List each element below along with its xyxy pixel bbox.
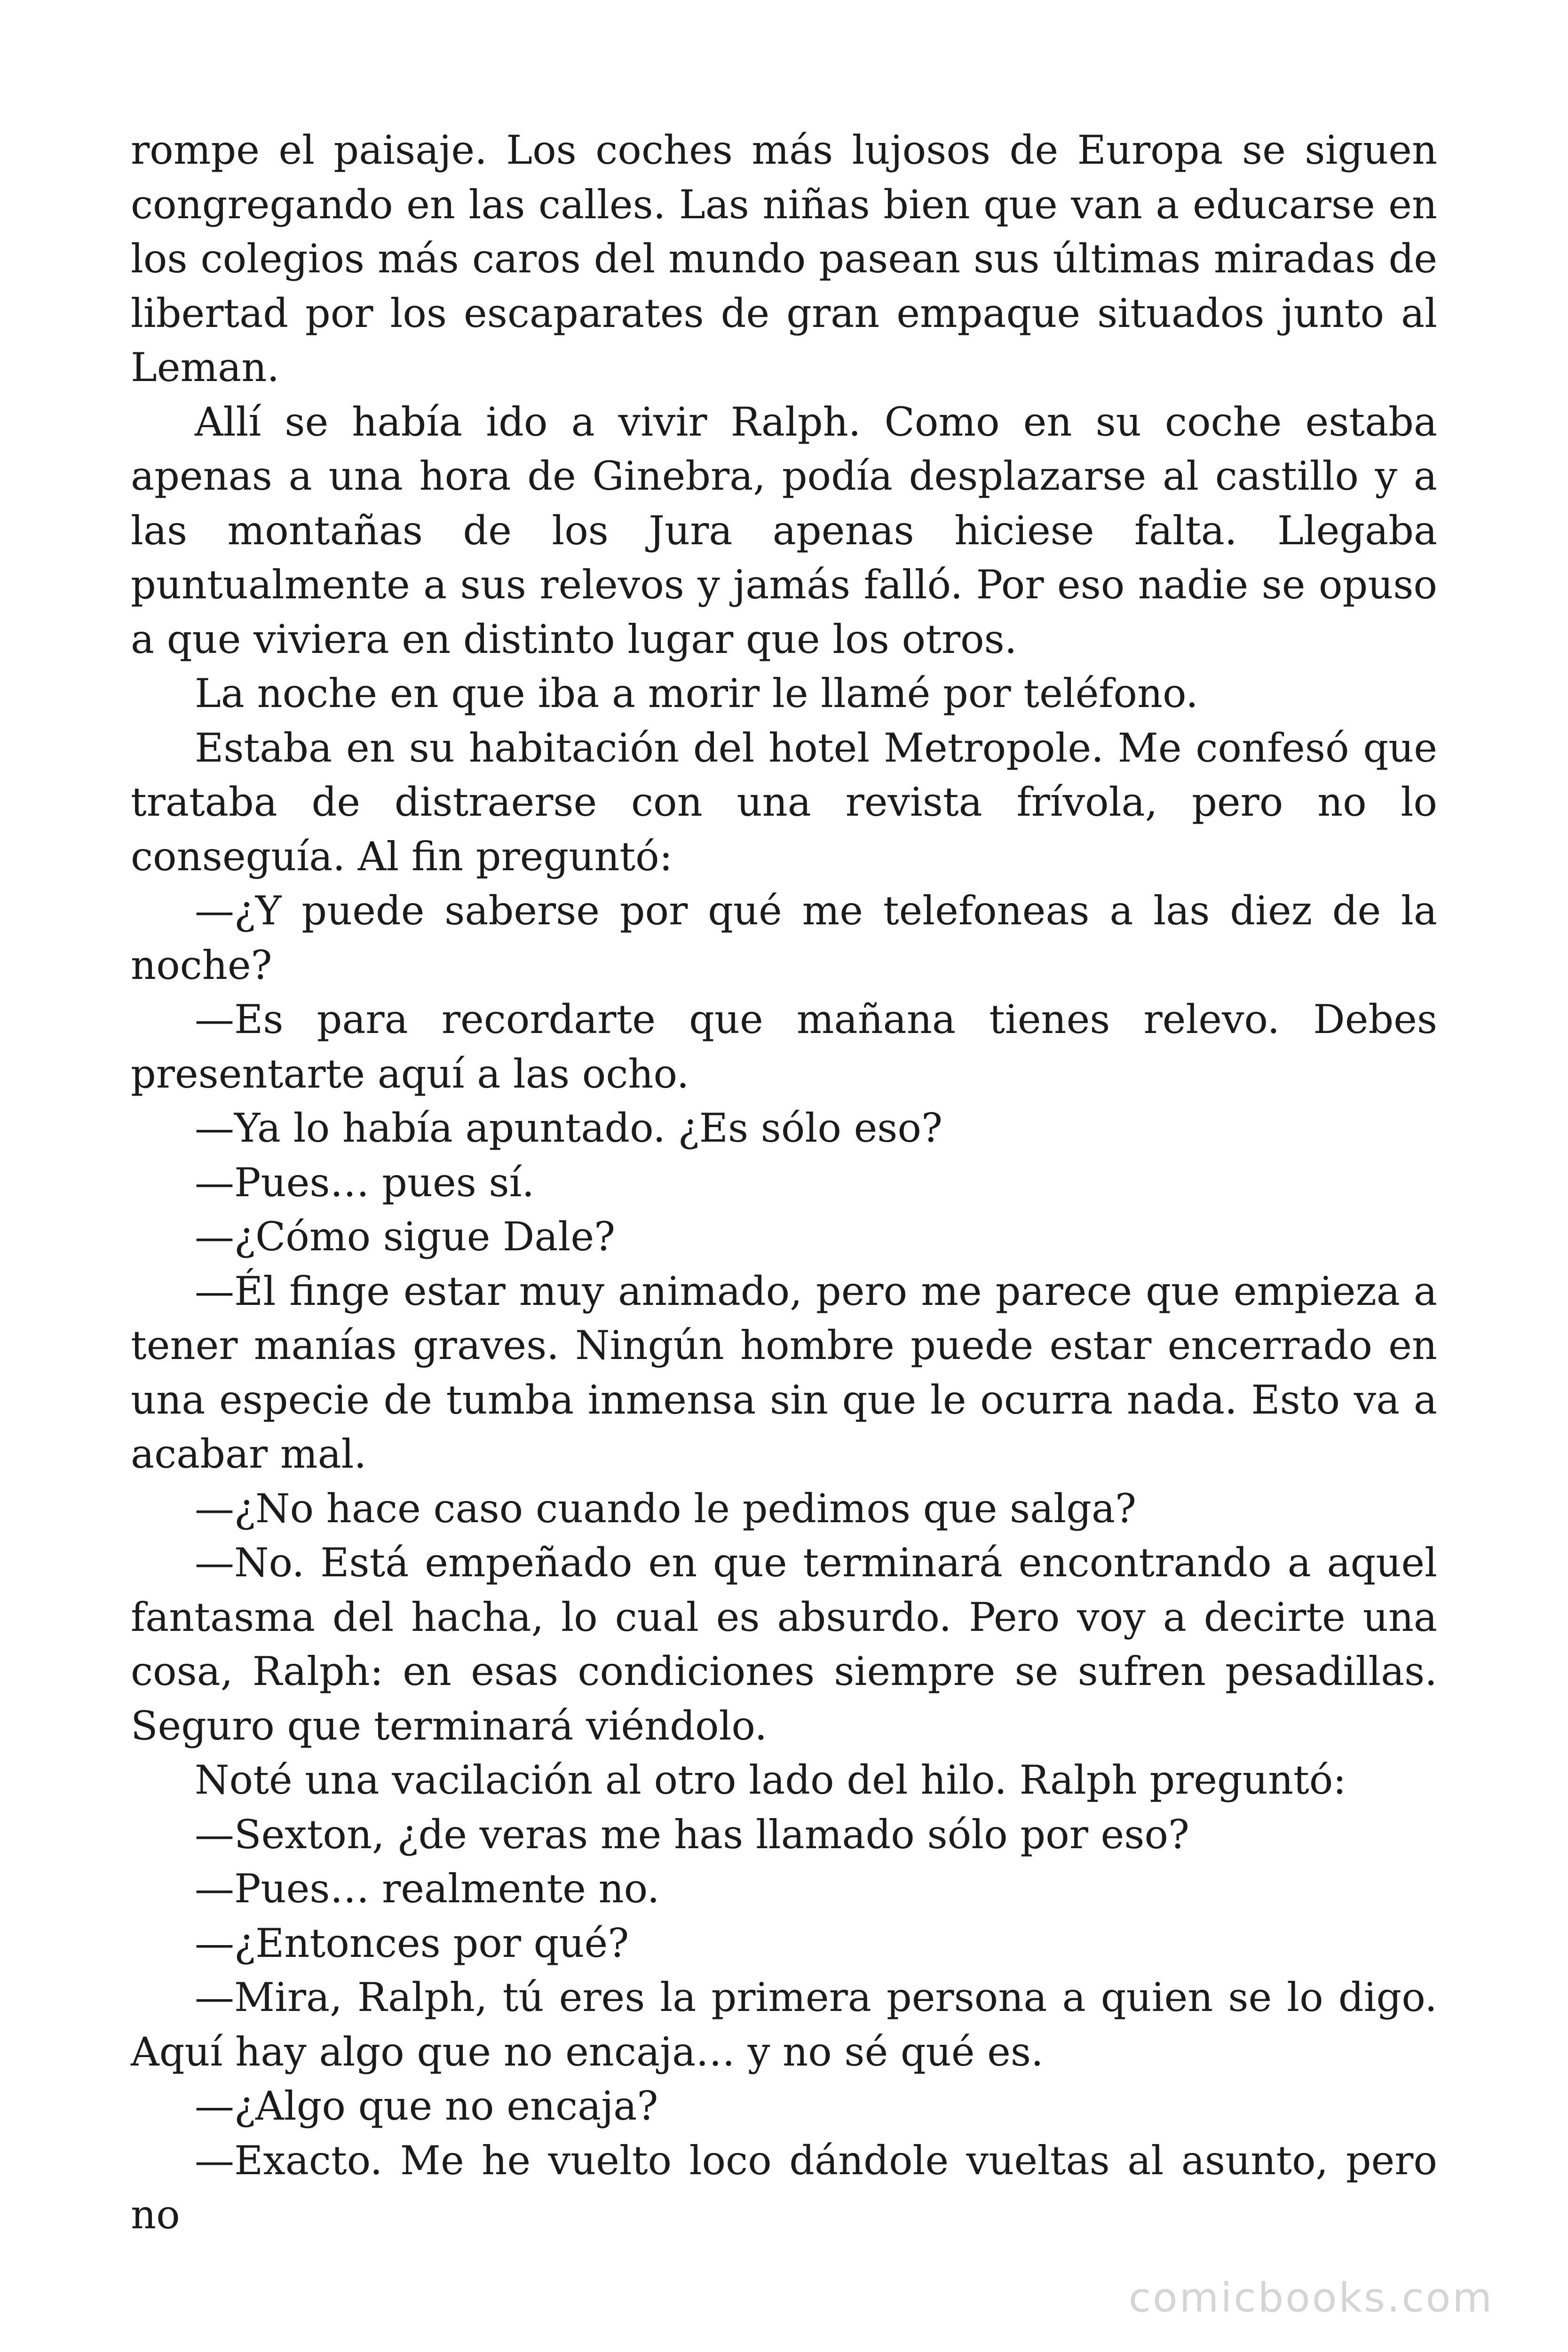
- dialogue-line-1: —¿Y puede saberse por qué me telefoneas a las diez de la noche?: [131, 888, 1437, 988]
- paragraph-3: La noche en que iba a morir le llamé por teléfono.: [195, 670, 1198, 716]
- dialogue-line-4: —Pues… pues sí.: [195, 1159, 535, 1206]
- dialogue-line-5: —¿Cómo sigue Dale?: [195, 1214, 616, 1260]
- dialogue-line-12: —Mira, Ralph, tú eres la primera persona a quien se lo digo. Aquí hay algo que no encaja… y no sé qué es.: [131, 1974, 1437, 2075]
- paragraph-1: rompe el paisaje. Los coches más lujosos de Europa se siguen congregando en las calles. Las niñas bien que van a educarse en los colegios más caros del mundo pasean sus últimas miradas de libertad por los escaparates de gran empaque situados junto al Leman.: [131, 127, 1437, 390]
- dialogue-line-9: —Sexton, ¿de veras me has llamado sólo por eso?: [195, 1811, 1189, 1858]
- page-text: [131, 123, 1437, 2242]
- watermark: comicbooks.com: [1128, 2274, 1494, 2321]
- dialogue-line-7: —¿No hace caso cuando le pedimos que salga?: [195, 1485, 1136, 1532]
- dialogue-line-10: —Pues… realmente no.: [195, 1866, 660, 1912]
- dialogue-line-2: —Es para recordarte que mañana tienes relevo. Debes presentarte aquí a las ocho.: [131, 996, 1437, 1097]
- dialogue-line-8: —No. Está empeñado en que terminará encontrando a aquel fantasma del hacha, lo cual es absurdo. Pero voy a decirte una cosa, Ralph: en esas condiciones siempre se sufren pesadillas. Seguro que terminará viéndolo.: [131, 1540, 1437, 1749]
- dialogue-line-3: —Ya lo había apuntado. ¿Es sólo eso?: [195, 1105, 943, 1151]
- dialogue-line-14: —Exacto. Me he vuelto loco dándole vueltas al asunto, pero no: [131, 2137, 1437, 2238]
- dialogue-line-11: —¿Entonces por qué?: [195, 1920, 629, 1966]
- paragraph-5: Noté una vacilación al otro lado del hilo. Ralph preguntó:: [195, 1757, 1346, 1803]
- dialogue-line-13: —¿Algo que no encaja?: [195, 2083, 658, 2129]
- paragraph-2: Allí se había ido a vivir Ralph. Como en su coche estaba apenas a una hora de Ginebra, podía desplazarse al castillo y a las montañas de los Jura apenas hiciese falta. Llegaba puntualmente a sus relevos y jamás falló. Por eso nadie se opuso a que viviera en distinto lugar que los otros.: [131, 398, 1437, 662]
- paragraph-4: Estaba en su habitación del hotel Metropole. Me confesó que trataba de distraerse con una revista frívola, pero no lo conseguía. Al fin preguntó:: [131, 724, 1437, 880]
- dialogue-line-6: —Él finge estar muy animado, pero me parece que empieza a tener manías graves. Ningún hombre puede estar encerrado en una especie de tumba inmensa sin que le ocurra nada. Esto va a acabar mal.: [131, 1268, 1437, 1477]
